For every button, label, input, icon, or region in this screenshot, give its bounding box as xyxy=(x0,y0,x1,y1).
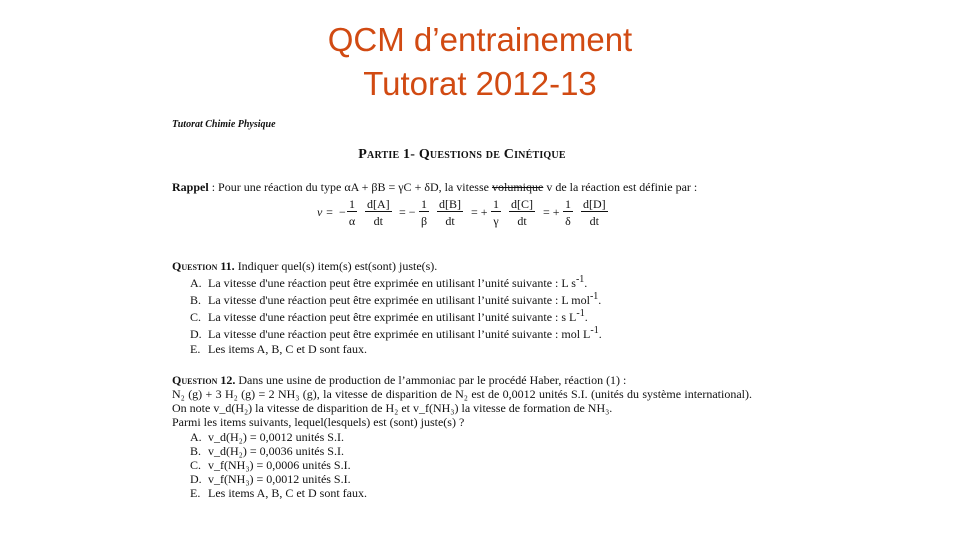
rappel-label: Rappel xyxy=(172,180,209,195)
formula-deriv-b: $\frac{d[B]}{dt}$ xyxy=(439,196,461,228)
formula-coef-d: $\frac{1}{\delta}$ xyxy=(565,196,571,228)
rappel-paragraph xyxy=(172,180,752,194)
scanned-document xyxy=(172,118,752,501)
formula-deriv-c: $\frac{d[C]}{dt}$ xyxy=(511,196,533,228)
slide-title-line2: Tutorat 2012-13 xyxy=(363,65,597,102)
q11-item-b: B. La vitesse d'une réaction peut être exprimée en utilisant l’unité suivante : L mol$^{-1}$. xyxy=(190,291,602,308)
formula-coef-a: $\frac{1}{\alpha}$ xyxy=(348,196,356,228)
q12-item-e: E. Les items A, B, C et D sont faux. xyxy=(190,486,367,501)
question-12-text: Dans une usine de production de l’ammoniac par le procédé Haber, réaction (1) : xyxy=(235,372,627,387)
part-title: Partie 1- Questions de Cinétique xyxy=(358,147,566,163)
q12-item-b: B. v_d(H₂) = 0,0036 unités S.I. xyxy=(190,443,344,458)
q12-item-a: A. v_d(H₂) = 0,0012 unités S.I. xyxy=(190,429,344,444)
rappel-text-before: : Pour une réaction du type αA + βB = γC + δD, la vitesse xyxy=(208,180,492,195)
q12-item-d: D. v_f(NH₃) = 0,0012 unités S.I. xyxy=(190,472,351,487)
formula-deriv-d: $\frac{d[D]}{dt}$ xyxy=(583,196,606,228)
rappel-struck-word: volumique xyxy=(491,180,544,195)
formula-coef-b: $\frac{1}{\beta}$ xyxy=(420,196,428,228)
question-11-text: Indiquer quel(s) item(s) est(sont) juste(s). xyxy=(234,258,438,273)
formula-sign-a: − xyxy=(339,204,346,219)
formula-lhs: v = xyxy=(317,204,334,219)
question-12-reaction: N₂ (g) + 3 H₂ (g) = 2 NH₃ (g), la vitesse de disparition de N₂ est de 0,0012 unités S.I. (unités du système international). On note v_d(H₂) la vitesse de disparition de H₂ et v_f(NH₃) la vitesse de formation de NH₃. xyxy=(172,387,752,416)
formula-sign-b: = − xyxy=(399,204,416,219)
formula-sign-d: = + xyxy=(543,204,560,219)
q11-item-e: E. Les items A, B, C et D sont faux. xyxy=(190,341,367,356)
formula-sign-c: = + xyxy=(471,204,488,219)
question-12 xyxy=(172,373,752,501)
formula-deriv-a: $\frac{d[A]}{dt}$ xyxy=(367,196,390,228)
slide-title-line1: QCM d’entrainement xyxy=(327,21,633,58)
q12-item-c: C. v_f(NH₃) = 0,0006 unités S.I. xyxy=(190,458,351,473)
q11-item-d: D. La vitesse d'une réaction peut être exprimée en utilisant l’unité suivante : mol $L^{-1}$. xyxy=(190,325,602,342)
question-12-label: Question 12. xyxy=(172,372,236,387)
q11-item-a: A. La vitesse d'une réaction peut être exprimée en utilisant l’unité suivante : L $s^{-1}$. xyxy=(190,273,588,290)
formula-coef-c: $\frac{1}{\gamma}$ xyxy=(493,196,499,228)
question-11 xyxy=(172,259,752,356)
question-12-prompt: Parmi les items suivants, lequel(lesquels) est (sont) juste(s) ? xyxy=(172,415,465,430)
document-header: Tutorat Chimie Physique xyxy=(172,119,276,130)
question-11-label: Question 11. xyxy=(172,258,235,273)
q11-item-c: C. La vitesse d'une réaction peut être exprimée en utilisant l’unité suivante : s $L^{-1}$. xyxy=(190,308,588,325)
rate-formula xyxy=(317,197,752,239)
rappel-text-after: v de la réaction est définie par : xyxy=(543,180,698,195)
